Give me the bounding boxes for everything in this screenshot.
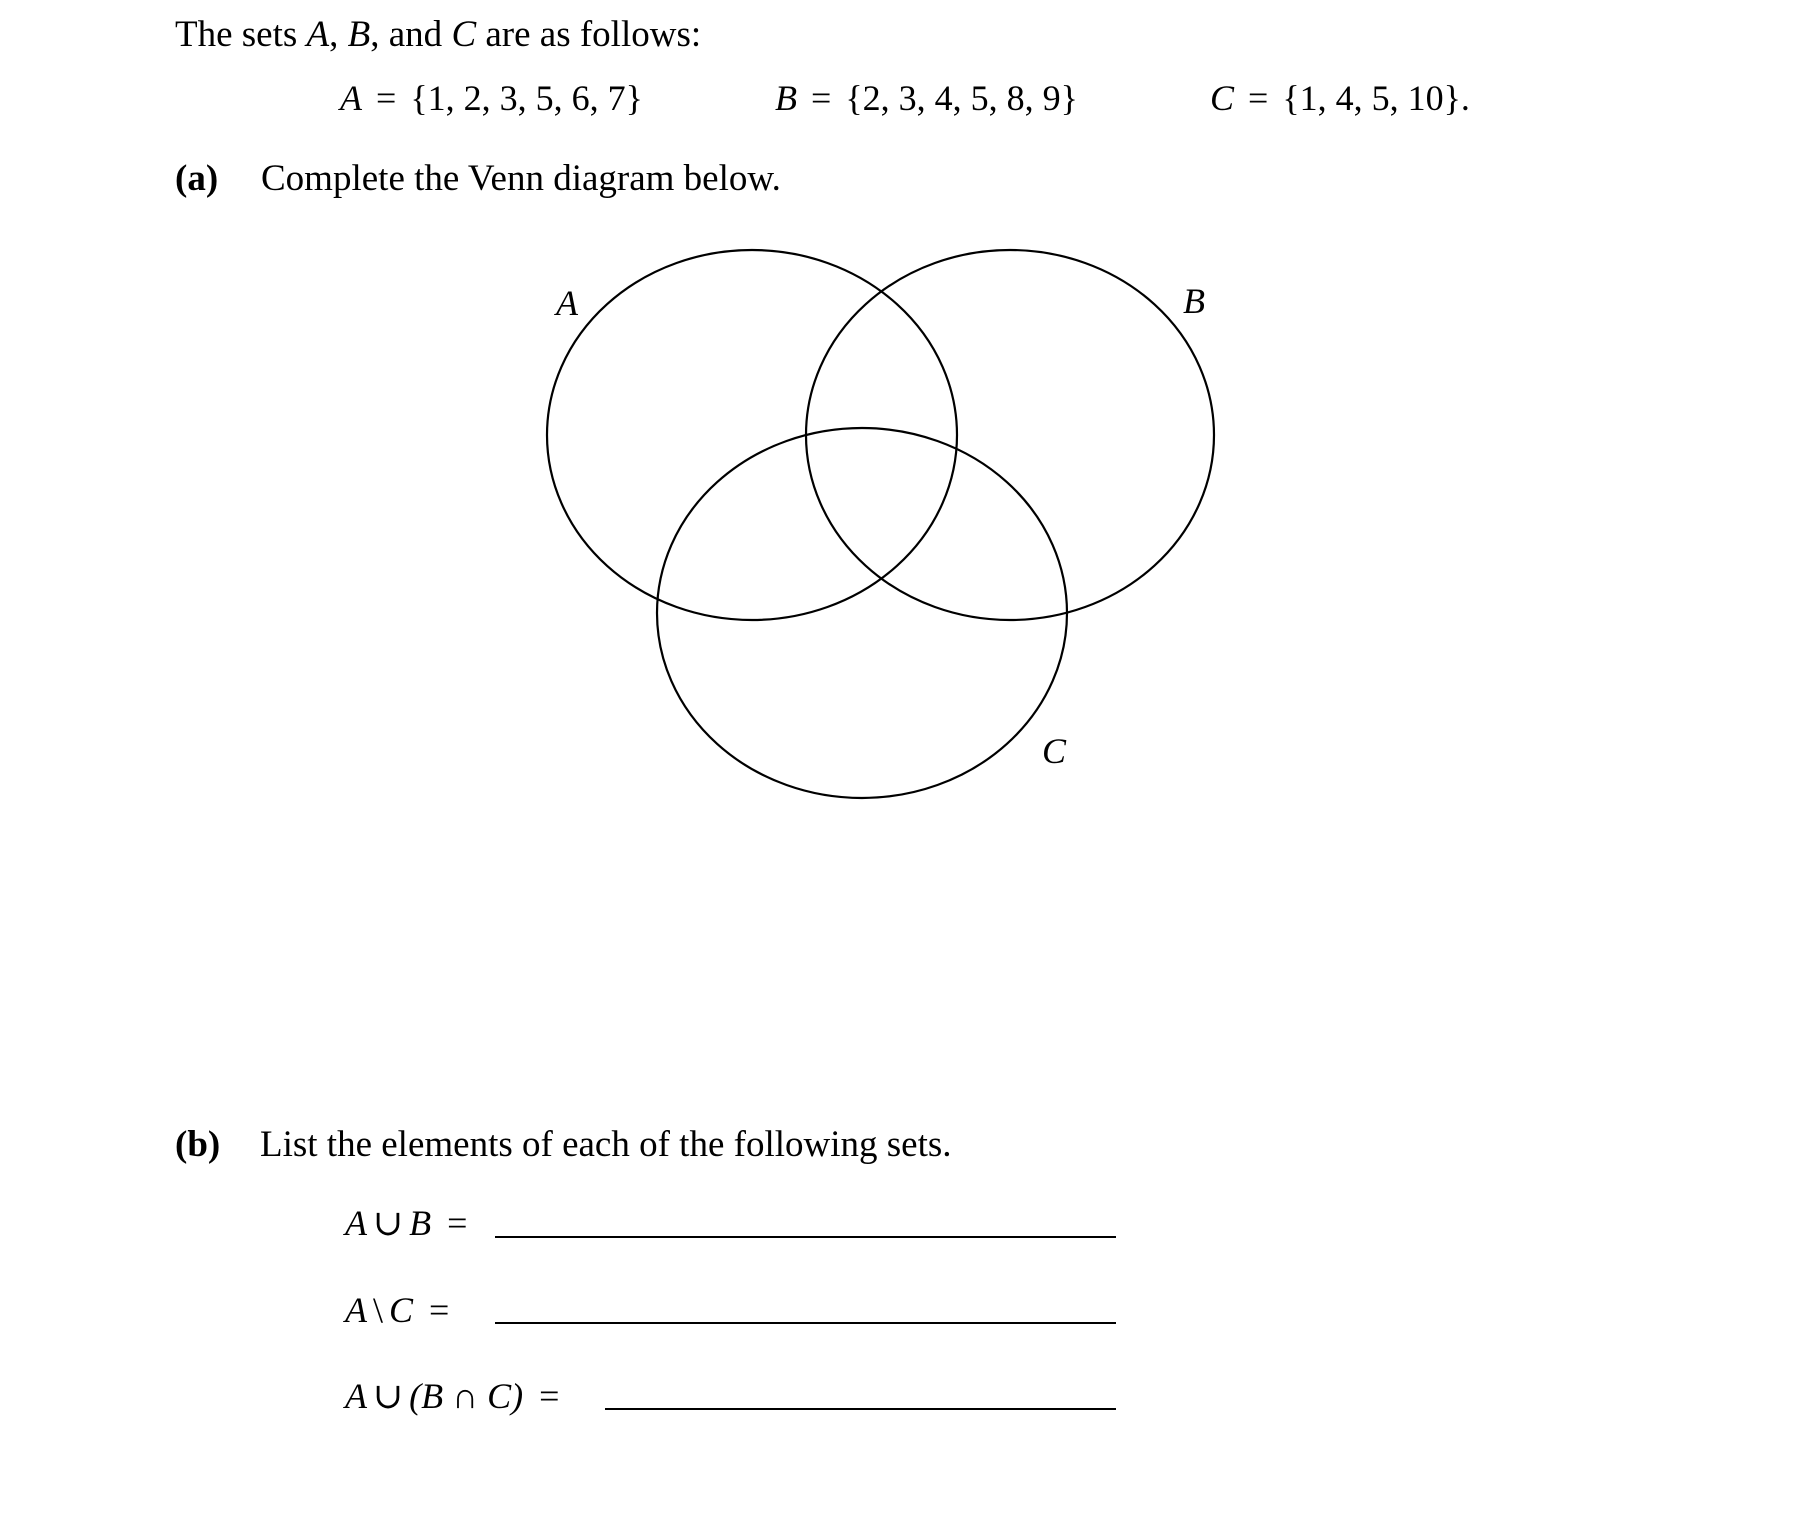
answer-line-a-minus-c[interactable] <box>495 1322 1116 1324</box>
part-a-instruction: Complete the Venn diagram below. <box>261 158 781 199</box>
venn-circle-c[interactable] <box>657 428 1067 798</box>
answer-row-a-union-b-intersect-c <box>345 1378 559 1414</box>
union-symbol: ∪ <box>373 1203 404 1243</box>
intro-prefix: The sets <box>175 14 307 55</box>
part-a-label: (a) <box>175 158 219 199</box>
answer-row-a-union-b <box>345 1205 467 1241</box>
set-c-name: C <box>1210 78 1235 118</box>
intro-set-a: A <box>306 14 330 55</box>
answer-row-a-minus-c <box>345 1292 449 1328</box>
row3-right: (B ∩ C) <box>409 1376 524 1416</box>
intro-set-b: B <box>347 14 371 55</box>
set-c-elements: {1, 4, 5, 10}. <box>1282 78 1470 118</box>
intro-sep1: , <box>329 14 348 55</box>
set-a-name: A <box>340 78 362 118</box>
venn-circle-a[interactable] <box>547 250 957 620</box>
set-a-elements: {1, 2, 3, 5, 6, 7} <box>410 78 643 118</box>
set-c-equals: = <box>1248 78 1269 118</box>
row2-left: A <box>345 1290 367 1330</box>
intro-sep2: , and <box>370 14 452 55</box>
set-b-name: B <box>775 78 797 118</box>
set-difference-symbol: \ <box>373 1290 384 1330</box>
part-b-label: (b) <box>175 1124 221 1165</box>
answer-line-a-union-b-intersect-c[interactable] <box>605 1408 1116 1410</box>
set-b-equals: = <box>811 78 832 118</box>
answer-line-a-union-b[interactable] <box>495 1236 1116 1238</box>
row1-equals: = <box>447 1203 468 1243</box>
set-a-equals: = <box>376 78 397 118</box>
set-b-elements: {2, 3, 4, 5, 8, 9} <box>845 78 1078 118</box>
venn-label-a: A <box>556 283 578 323</box>
venn-label-c: C <box>1042 731 1067 771</box>
row3-equals: = <box>539 1376 560 1416</box>
venn-label-b: B <box>1183 281 1205 321</box>
row2-right: C <box>389 1290 414 1330</box>
row1-right: B <box>409 1203 432 1243</box>
row1-left: A <box>345 1203 367 1243</box>
row2-equals: = <box>429 1290 450 1330</box>
venn-circle-b[interactable] <box>806 250 1214 620</box>
union-symbol: ∪ <box>373 1376 404 1416</box>
intro-set-c: C <box>451 14 477 55</box>
part-b-instruction: List the elements of each of the following sets. <box>260 1124 952 1165</box>
intro-suffix: are as follows: <box>476 14 702 55</box>
row3-left: A <box>345 1376 367 1416</box>
